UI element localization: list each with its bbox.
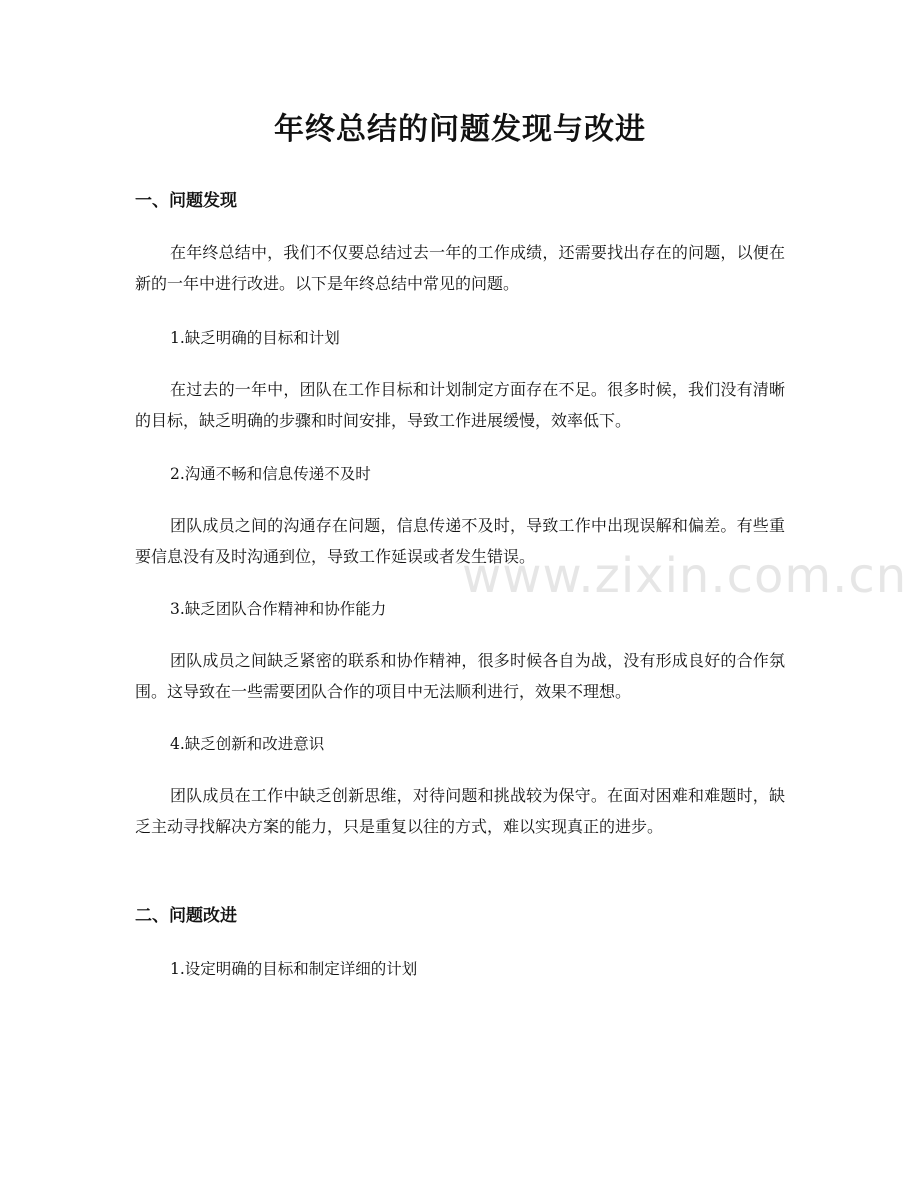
problem-item-label-3: 3.缺乏团队合作精神和协作能力	[170, 600, 387, 618]
document-title: 年终总结的问题发现与改进	[274, 112, 646, 147]
section-intro-paragraph: 在年终总结中，我们不仅要总结过去一年的工作成绩，还需要找出存在的问题，以便在新的一年中进行改进。以下是年终总结中常见的问题。	[135, 243, 785, 293]
problem-item-text-2: 团队成员之间的沟通存在问题，信息传递不及时，导致工作中出现误解和偏差。有些重要信息没有及时沟通到位，导致工作延误或者发生错误。	[135, 516, 785, 566]
section-heading-problems: 一、问题发现	[135, 191, 237, 211]
problem-item-text-1: 在过去的一年中，团队在工作目标和计划制定方面存在不足。很多时候，我们没有清晰的目标，缺乏明确的步骤和时间安排，导致工作进展缓慢，效率低下。	[135, 380, 785, 430]
problem-item-label-4: 4.缺乏创新和改进意识	[170, 735, 325, 753]
problem-item-text-4: 团队成员在工作中缺乏创新思维，对待问题和挑战较为保守。在面对困难和难题时，缺乏主动寻找解决方案的能力，只是重复以往的方式，难以实现真正的进步。	[135, 786, 785, 836]
watermark-text: www.zixin.com.cn	[462, 548, 908, 604]
problem-item-label-2: 2.沟通不畅和信息传递不及时	[170, 465, 371, 483]
problem-item-label-1: 1.缺乏明确的目标和计划	[170, 329, 340, 347]
section-heading-improvements: 二、问题改进	[135, 906, 237, 926]
improvement-item-label-1: 1.设定明确的目标和制定详细的计划	[170, 960, 418, 978]
problem-item-text-3: 团队成员之间缺乏紧密的联系和协作精神，很多时候各自为战，没有形成良好的合作氛围。这导致在一些需要团队合作的项目中无法顺利进行，效果不理想。	[135, 651, 785, 701]
